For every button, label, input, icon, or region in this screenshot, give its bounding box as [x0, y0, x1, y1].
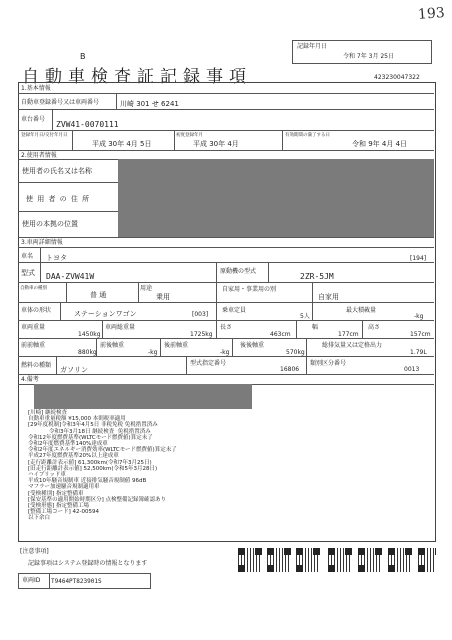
qr-code-icon — [267, 548, 291, 572]
record-date-box — [292, 40, 432, 64]
user-info-redaction — [118, 159, 434, 237]
displacement-label: 総排気量又は定格出力 — [322, 342, 383, 349]
expiry-label: 有効期間の満了する日 — [285, 133, 330, 138]
class-no-value: 0013 — [404, 366, 420, 373]
kind-value: 普 通 — [90, 291, 107, 299]
fuel-value: ガソリン — [60, 366, 88, 374]
qr-code-icon — [388, 548, 412, 572]
remark-line: [川崎] 継続検査 — [28, 410, 68, 416]
remarks-list — [28, 410, 177, 522]
remark-line: マフラー加速騒音規制適用車 — [28, 484, 100, 491]
plate-value: 川崎 301 せ 6241 — [120, 100, 179, 108]
record-date-value: 令和 7年 3月 25日 — [343, 53, 394, 60]
front-rear-axle-label: 前後軸重 — [100, 342, 125, 349]
qr-code-icon — [296, 548, 320, 572]
private-label: 自家用・事業用の別 — [222, 286, 277, 293]
rear-front-axle-label: 後前軸重 — [164, 342, 189, 349]
length-value: 463cm — [270, 331, 291, 338]
qr-code-icon — [358, 548, 382, 572]
user-name-label: 使用者の氏名又は名称 — [22, 167, 92, 175]
user-section-heading: 2.使用者情報 — [21, 152, 57, 159]
type-no-label: 型式指定番号 — [190, 360, 227, 367]
remark-line: 平成10年騒音規制車 近接排気騒音規制値 96dB — [28, 478, 147, 485]
basic-section-heading: 1.基本情報 — [21, 85, 51, 92]
remark-line: [走行距離計表示値] 61,300km(令和7年3月25日) — [28, 459, 152, 466]
type-no-value: 16806 — [280, 366, 300, 373]
remark-line: 平成27年度燃費基準20%以上達成車 — [28, 453, 119, 460]
rear-front-axle-value: -kg — [220, 349, 230, 356]
remark-line: [受検形態] 指定整備工場 — [28, 503, 90, 510]
vehicle-section-heading: 3.車両詳細情報 — [21, 239, 63, 246]
height-value: 157cm — [410, 331, 431, 338]
document-title: 自動車検査証記録事項 — [22, 67, 252, 87]
car-id-label: 車両ID — [22, 577, 41, 584]
maker-value: トヨタ — [46, 254, 67, 262]
first-reg-label: 登録年月日/交付年月日 — [21, 133, 68, 138]
engine-value: 2ZR-5JM — [300, 272, 334, 281]
width-label: 幅 — [312, 324, 319, 331]
user-base-label: 使用の本拠の位置 — [22, 220, 78, 228]
maker-label: 車名 — [21, 253, 34, 260]
remark-line: [旧走行距離計表示値] 52,500km(令和5年3月28日) — [28, 465, 158, 472]
engine-label: 原動機の型式 — [220, 268, 257, 275]
weight-value: 1450kg — [78, 331, 101, 338]
document-number: 423230047322 — [374, 74, 420, 81]
kind-label: 自動車の種別 — [20, 286, 47, 291]
record-date-label: 記録年月日 — [297, 43, 328, 50]
gross-label: 車両総重量 — [105, 324, 136, 331]
car-id-value-box — [48, 573, 151, 589]
body-label: 車体の形状 — [21, 307, 52, 314]
first-reg-value: 平成 30年 4月 5日 — [92, 140, 152, 148]
weight-label: 車両重量 — [21, 324, 46, 331]
remark-line: 令和2年度燃費基準140%達成車 — [28, 441, 108, 448]
plate-label: 自動車登録番号又は車両番号 — [21, 99, 100, 106]
maker-code: [194] — [410, 255, 427, 262]
capacity-value: 5人 — [300, 313, 310, 320]
remark-line: [受検種別] 指定整備車 — [28, 490, 84, 497]
chassis-label: 車台番号 — [21, 116, 46, 123]
qr-code-icon — [238, 548, 262, 572]
user-address-label: 使 用 者 の 住 所 — [26, 195, 91, 203]
remark-line: ハイブリッド車 — [28, 472, 66, 479]
notes-label: [注意事項] — [20, 548, 49, 555]
chassis-value: ZVW41-0070111 — [56, 120, 119, 129]
capacity-label: 乗車定員 — [222, 307, 247, 314]
form-code: B — [80, 52, 86, 61]
front-rear-axle-value: -kg — [148, 349, 158, 356]
first-year-label: 初度登録年月 — [176, 133, 203, 138]
body-code: [003] — [192, 311, 209, 318]
use-label: 用途 — [140, 285, 153, 292]
remark-line: [整備工場コード] 42-00594 — [28, 509, 100, 516]
fuel-label: 燃料の種類 — [21, 362, 52, 369]
remark-line: 令和2年度エネルギー消費効率(WLTCモード燃費値)算定未了 — [28, 447, 177, 454]
remark-line: [29年度税制]令和3年4月5日 非税免税 免税措置済み — [28, 422, 158, 429]
height-label: 高さ — [368, 324, 381, 331]
first-year-value: 平成 30年 4月 — [193, 140, 239, 148]
use-value: 乗用 — [156, 293, 170, 301]
gross-value: 1725kg — [190, 331, 213, 338]
remark-line: 令和3年3月18日 継続検査 免税措置済み — [28, 428, 151, 435]
displacement-value: 1.79L — [410, 349, 427, 356]
max-load-label: 最大積載量 — [346, 307, 377, 314]
model-value: DAA-ZVW41W — [46, 272, 95, 281]
remark-line: 令和12年度燃費基準(WLTCモード燃費値)算定未了 — [28, 434, 153, 441]
qr-code-icon — [418, 548, 436, 572]
expiry-value: 令和 9年 4月 4日 — [352, 140, 408, 148]
width-value: 177cm — [338, 331, 359, 338]
private-value: 自家用 — [318, 293, 339, 301]
front-front-axle-value: 880kg — [78, 349, 97, 356]
rear-rear-axle-value: 570kg — [286, 349, 305, 356]
handwritten-page-number: 193 — [417, 5, 446, 23]
body-value: ステーションワゴン — [74, 310, 137, 318]
remarks-section-heading: 4.備考 — [21, 376, 39, 383]
model-label: 型式 — [21, 269, 35, 277]
length-label: 長さ — [220, 324, 233, 331]
front-front-axle-label: 前前軸重 — [21, 342, 46, 349]
car-id-label-box — [18, 573, 50, 589]
max-load-value: -kg — [414, 313, 424, 320]
rear-rear-axle-label: 後後軸重 — [240, 342, 265, 349]
remark-line: 自動車重量税額 ¥15,000 本則税率適用 — [28, 416, 126, 423]
class-no-label: 類別区分番号 — [310, 360, 347, 367]
remark-line: [保安基準の適用開始時期区分] 点検整備記録簿確認あり — [28, 496, 167, 503]
car-id-value: T9464PT823901S — [51, 578, 102, 585]
remarks-redaction — [34, 384, 252, 409]
notes-text: 記録事項はシステム登録時の情報となります — [28, 560, 148, 567]
qr-code-icon — [328, 548, 352, 572]
remark-line: 以下余白 — [28, 515, 51, 522]
